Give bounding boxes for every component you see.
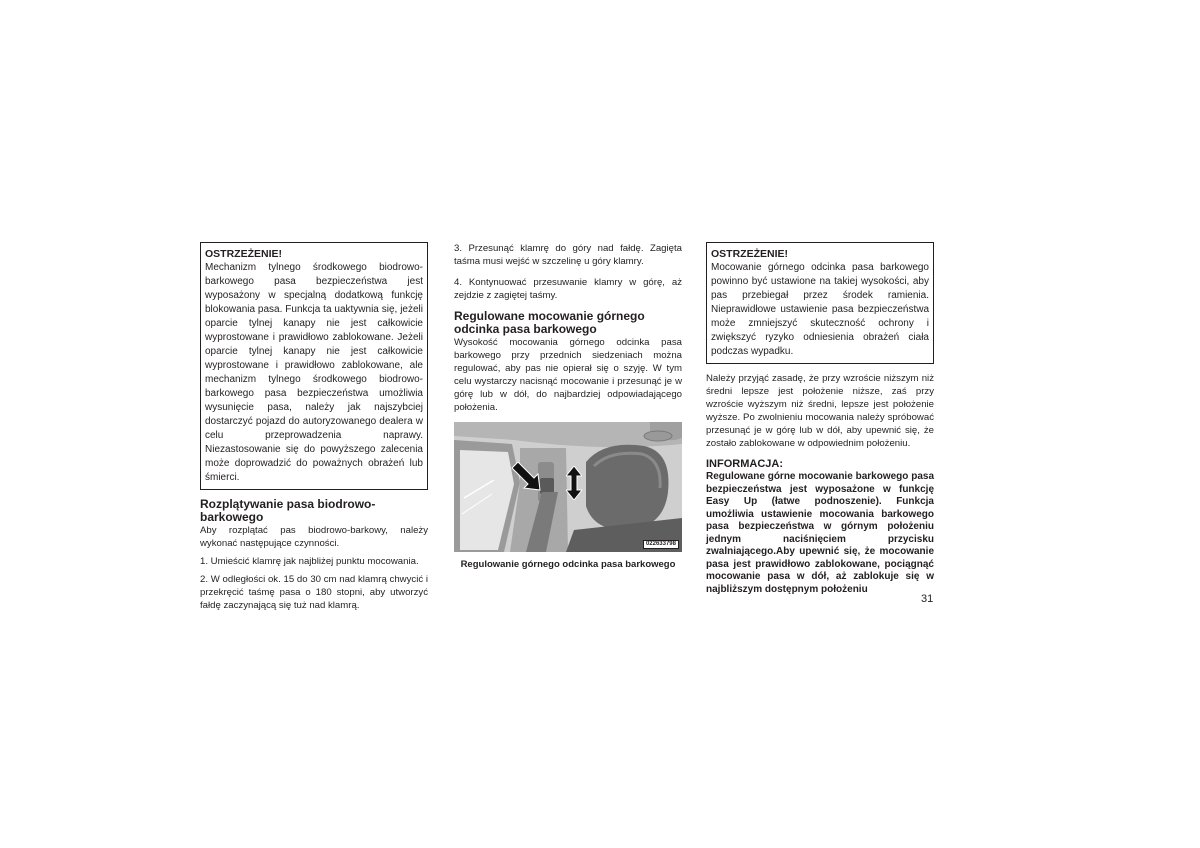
info-title: INFORMACJA: (706, 458, 783, 470)
seatbelt-anchor-illustration (454, 422, 682, 552)
page-number: 31 (921, 593, 934, 605)
warning-box (706, 242, 934, 364)
warning-title: OSTRZEŻENIE! (711, 248, 789, 260)
anchor-description: Wysokość mocowania górnego odcinka pasa barkowego przy przednich siedzeniach można regulować, aby pas nie opierał się o szyję. W tym celu wystarczy nacisnąć mocowanie i przesunąć je w górę lub w dół, do najbardziej odpowiadającego położenia. (454, 337, 682, 413)
up-down-arrow-icon (566, 466, 582, 500)
column-middle (454, 242, 682, 581)
figure-code: 022633798 (643, 540, 679, 549)
section-heading-untangle: Rozplątywanie pasa biodrowo-barkowego (200, 497, 376, 524)
column-right (706, 242, 934, 596)
column-left (200, 242, 428, 612)
warning-text: Mechanizm tylnego środkowego biodrowo-barkowego pasa bezpieczeństwa jest wyposażony w specjalną dodatkową funkcję blokowania pasa. Funkcja ta uaktywnia się, jeżeli oparcie tylnej kanapy nie jest całkowicie wyprostowane i prawidłowo zablokowane. Jeżeli oparcie tylnej kanapy nie jest całkowicie wyprostowane i prawidłowo zablokowane, ale mechanizm tylnego środkowego biodrowo-barkowego pasa bezpieczeństwa umożliwia wysunięcie pasa, należy jak najszybciej dostarczyć pojazd do autoryzowanego dealera w celu przeprowadzenia naprawy. Niezastosowanie się do powyższego zalecenia może doprowadzić do poważnych obrażeń lub śmierci. (205, 262, 423, 483)
figure-caption: Regulowanie górnego odcinka pasa barkowego (460, 559, 676, 570)
warning-box (200, 242, 428, 490)
info-text: Regulowane górne mocowanie barkowego pasa bezpieczeństwa jest wyposażone w funkcję Easy Up (łatwe podnoszenie). Funkcja umożliwia ustawienie mocowania barkowego pasa bezpieczeństwa w górnym położeniu jednym naciśnięciem przycisku zwalniającego.Aby upewnić się, że mocowanie pasa jest prawidłowo zablokowane, pociągnąć mocowanie pasa w dół, aż zablokuje się w najbliższym dostępnym położeniu (706, 471, 934, 595)
warning-title: OSTRZEŻENIE! (205, 248, 283, 260)
untangle-step-4: 4. Kontynuować przesuwanie klamry w górę, aż zejdzie z zagiętej taśmy. (454, 277, 682, 301)
height-guidance-text: Należy przyjąć zasadę, że przy wzroście niższym niż średni lepsze jest położenie niższe, zaś przy wzroście wyższym niż średni, lepsze jest położenie wyższe. Po zwolnieniu mocowania należy spróbować przesunąć je w górę lub w dół, aby upewnić się, że zostało zablokowane w odpowiednim położeniu. (706, 373, 934, 449)
arrow-pointer-icon (510, 462, 544, 494)
untangle-step-2: 2. W odległości ok. 15 do 30 cm nad klamrą chwycić i przekręcić taśmę pasa o 180 stopni, aby utworzyć fałdę zaczynającą się tuż nad klamrą. (200, 574, 428, 611)
section-heading-anchor: Regulowane mocowanie górnego odcinka pasa barkowego (454, 309, 645, 336)
untangle-step-3: 3. Przesunąć klamrę do góry nad fałdę. Zagięta taśma musi wejść w szczelinę u góry klamry. (454, 243, 682, 267)
untangle-intro: Aby rozplątać pas biodrowo-barkowy, należy wykonać następujące czynności. (200, 525, 428, 549)
warning-text: Mocowanie górnego odcinka pasa barkowego powinno być ustawione na takiej wysokości, aby pas przebiegał przez środek ramienia. Nieprawidłowe ustawienie pasa bezpieczeństwa może zmniejszyć skuteczność ochrony i zwiększyć ryzyko odniesienia obrażeń ciała podczas wypadku. (711, 262, 929, 357)
untangle-step-1: 1. Umieścić klamrę jak najbliżej punktu mocowania. (200, 556, 419, 567)
